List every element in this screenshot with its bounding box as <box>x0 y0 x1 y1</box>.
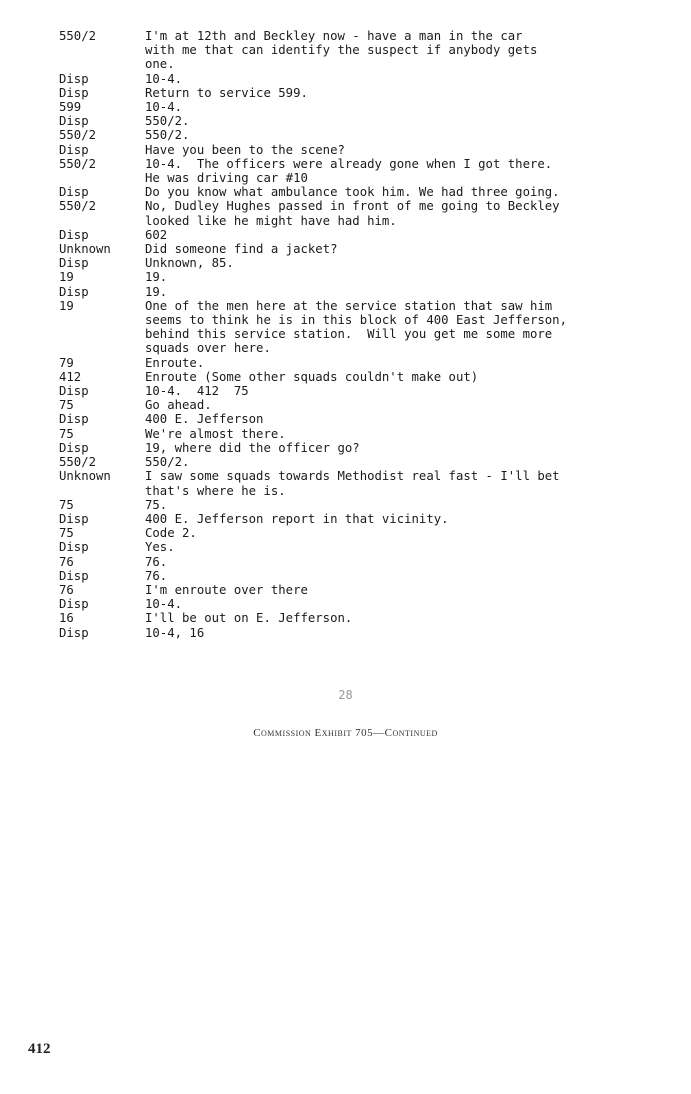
speaker-label: Disp <box>59 597 89 612</box>
message-text: Unknown, 85. <box>145 256 234 271</box>
speaker-label: 412 <box>59 369 82 384</box>
speaker-label: 599 <box>59 100 82 115</box>
speaker-label: Disp <box>59 256 89 271</box>
speaker-label: 19 <box>59 298 74 313</box>
transcript-row <box>59 569 659 583</box>
speaker-label: Disp <box>59 227 89 242</box>
transcript-row <box>59 469 659 497</box>
transcript-row <box>59 384 659 398</box>
message-text: Enroute (Some other squads couldn't make out) <box>145 369 479 384</box>
transcript-row <box>59 398 659 412</box>
speaker-label: Disp <box>59 568 89 583</box>
speaker-label: Disp <box>59 625 89 640</box>
message-text: 76. <box>145 568 168 583</box>
transcript-row <box>59 555 659 569</box>
transcript-row <box>59 455 659 469</box>
speaker-label: 75 <box>59 426 74 441</box>
transcript-row <box>59 72 659 86</box>
message-text: 10-4, 16 <box>145 625 205 640</box>
transcript-row <box>59 526 659 540</box>
message-text: 75. <box>145 497 168 512</box>
message-text: I'm enroute over there <box>145 582 308 597</box>
transcript-row <box>59 270 659 284</box>
transcript-row <box>59 370 659 384</box>
speaker-label: Disp <box>59 511 89 526</box>
speaker-label: Unknown <box>59 242 111 257</box>
speaker-label: Disp <box>59 284 89 299</box>
message-text: 10-4. <box>145 100 183 115</box>
transcript-row <box>59 114 659 128</box>
transcript-row <box>59 441 659 455</box>
speaker-label: Disp <box>59 412 89 427</box>
speaker-label: 550/2 <box>59 199 97 214</box>
transcript-row <box>59 199 659 227</box>
speaker-label: 16 <box>59 611 74 626</box>
transcript-row <box>59 597 659 611</box>
transcript-row <box>59 228 659 242</box>
message-text: 400 E. Jefferson report in that vicinity. <box>145 511 449 526</box>
transcript-row <box>59 427 659 441</box>
message-text: Return to service 599. <box>145 85 308 100</box>
message-text: Go ahead. <box>145 398 212 413</box>
speaker-label: 550/2 <box>59 156 97 171</box>
speaker-label: Disp <box>59 384 89 399</box>
speaker-label: 550/2 <box>59 455 97 470</box>
radio-transcript <box>59 29 659 640</box>
message-text: I'm at 12th and Beckley now - have a man in the car with me that can identify the suspect if anybody gets one. <box>145 29 538 72</box>
speaker-label: Disp <box>59 142 89 157</box>
speaker-label: Unknown <box>59 469 111 484</box>
transcript-row <box>59 498 659 512</box>
transcript-row <box>59 86 659 100</box>
message-text: No, Dudley Hughes passed in front of me going to Beckley looked like he might have had him. <box>145 199 560 228</box>
transcript-row <box>59 100 659 114</box>
transcript-row <box>59 412 659 426</box>
exhibit-caption: Commission Exhibit 705—Continued <box>253 727 438 739</box>
message-text: Have you been to the scene? <box>145 142 345 157</box>
message-text: Yes. <box>145 540 175 555</box>
transcript-row <box>59 157 659 185</box>
message-text: Enroute. <box>145 355 205 370</box>
transcript-row <box>59 185 659 199</box>
speaker-label: 79 <box>59 355 74 370</box>
transcript-row <box>59 611 659 625</box>
message-text: 10-4. <box>145 71 183 86</box>
speaker-label: 550/2 <box>59 29 97 43</box>
transcript-row <box>59 512 659 526</box>
speaker-label: 76 <box>59 582 74 597</box>
message-text: 76. <box>145 554 168 569</box>
message-text: 550/2. <box>145 128 190 143</box>
message-text: 19, where did the officer go? <box>145 440 360 455</box>
message-text: One of the men here at the service station that saw him seems to think he is in this block of 400 East Jefferson, behind this service station. Will you get me some more squads over here. <box>145 298 567 356</box>
transcript-page-marker: 28 <box>338 688 353 702</box>
message-text: 10-4. The officers were already gone when I got there. He was driving car #10 <box>145 156 553 186</box>
transcript-row <box>59 583 659 597</box>
page-number: 412 <box>28 1041 51 1057</box>
message-text: 550/2. <box>145 114 190 129</box>
message-text: 19. <box>145 284 168 299</box>
speaker-label: 75 <box>59 526 74 541</box>
message-text: 602 <box>145 227 168 242</box>
transcript-row <box>59 299 659 356</box>
transcript-row <box>59 29 659 72</box>
speaker-label: 76 <box>59 554 74 569</box>
transcript-row <box>59 143 659 157</box>
speaker-label: Disp <box>59 85 89 100</box>
speaker-label: Disp <box>59 440 89 455</box>
speaker-label: Disp <box>59 540 89 555</box>
speaker-label: 19 <box>59 270 74 285</box>
message-text: I saw some squads towards Methodist real fast - I'll bet that's where he is. <box>145 469 560 498</box>
transcript-row <box>59 256 659 270</box>
message-text: Do you know what ambulance took him. We had three going. <box>145 185 560 200</box>
speaker-label: Disp <box>59 114 89 129</box>
message-text: 19. <box>145 270 168 285</box>
message-text: 10-4. 412 75 <box>145 384 249 399</box>
message-text: Code 2. <box>145 526 197 541</box>
message-text: 10-4. <box>145 597 183 612</box>
speaker-label: 75 <box>59 497 74 512</box>
message-text: 400 E. Jefferson <box>145 412 264 427</box>
speaker-label: Disp <box>59 185 89 200</box>
transcript-row <box>59 540 659 554</box>
transcript-row <box>59 285 659 299</box>
speaker-label: Disp <box>59 71 89 86</box>
transcript-row <box>59 356 659 370</box>
message-text: We're almost there. <box>145 426 286 441</box>
transcript-row <box>59 128 659 142</box>
message-text: Did someone find a jacket? <box>145 242 338 257</box>
message-text: 550/2. <box>145 455 190 470</box>
speaker-label: 550/2 <box>59 128 97 143</box>
message-text: I'll be out on E. Jefferson. <box>145 611 353 626</box>
transcript-row <box>59 626 659 640</box>
speaker-label: 75 <box>59 398 74 413</box>
transcript-row <box>59 242 659 256</box>
